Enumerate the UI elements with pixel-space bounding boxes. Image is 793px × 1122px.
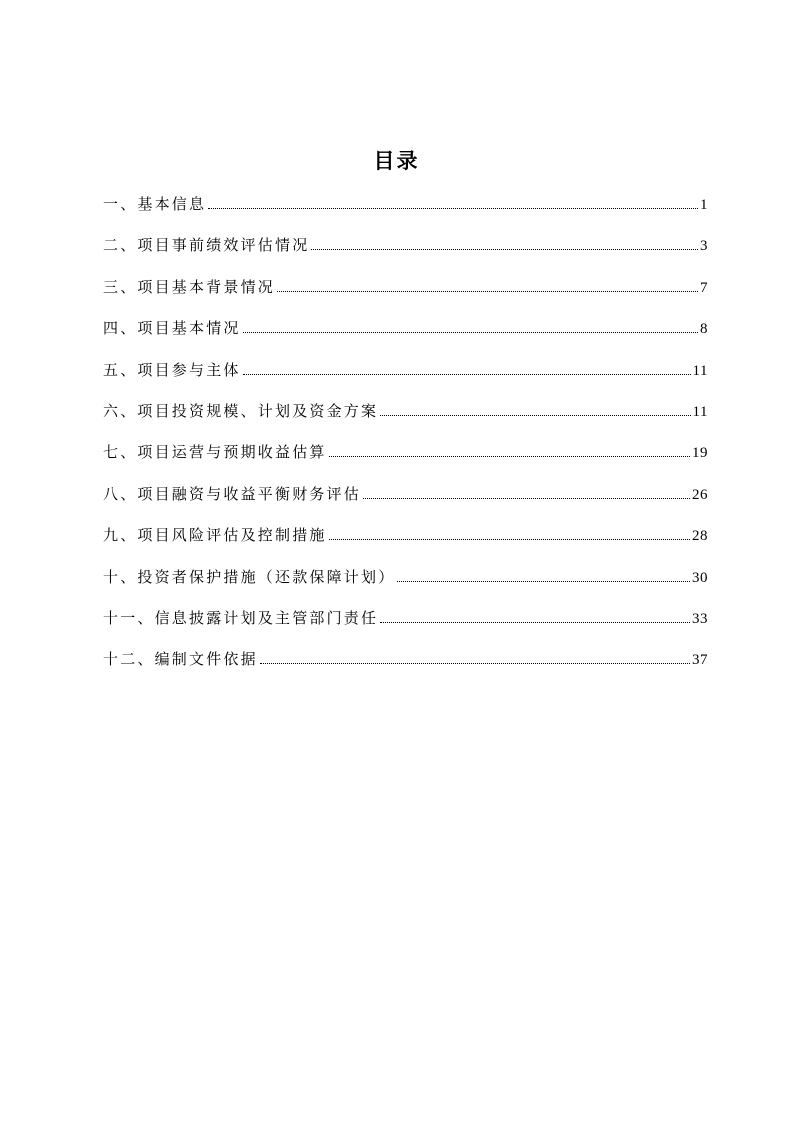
toc-entry-text: 五、项目参与主体: [103, 360, 241, 379]
toc-page-number: 7: [700, 279, 708, 296]
toc-entry[interactable]: [103, 645, 708, 686]
toc-page-number: 11: [692, 403, 708, 420]
toc-entry[interactable]: [103, 604, 708, 645]
toc-dot-leader: [277, 290, 698, 292]
toc-dot-leader: [363, 497, 690, 499]
toc-entry-text: 十、投资者保护措施（还款保障计划）: [103, 567, 396, 586]
toc-entry-text: 三、项目基本背景情况: [103, 277, 276, 296]
toc-dot-leader: [329, 538, 690, 540]
toc-page-number: 11: [692, 362, 708, 379]
toc-page-number: 8: [700, 321, 708, 338]
toc-entry[interactable]: [103, 273, 708, 314]
toc-entry-text: 十二、编制文件依据: [103, 650, 258, 669]
toc-entry-text: 七、项目运营与预期收益估算: [103, 443, 327, 462]
toc-entry-text: 六、项目投资规模、计划及资金方案: [103, 401, 379, 420]
toc-dot-leader: [397, 580, 690, 582]
toc-dot-leader: [260, 662, 690, 664]
toc-entry-text: 二、项目事前绩效评估情况: [103, 236, 310, 255]
toc-page-number: 19: [692, 445, 708, 462]
toc-page-number: 37: [692, 652, 708, 669]
toc-page-number: 26: [692, 486, 708, 503]
toc-dot-leader: [243, 331, 698, 333]
toc-entry[interactable]: [103, 480, 708, 521]
toc-entry-text: 八、项目融资与收益平衡财务评估: [103, 484, 362, 503]
toc-dot-leader: [243, 373, 691, 375]
toc-title: 目录: [373, 148, 420, 173]
toc-entry[interactable]: [103, 563, 708, 604]
toc-page-number: 3: [700, 238, 708, 255]
toc-entry[interactable]: [103, 231, 708, 272]
toc-dot-leader: [311, 248, 698, 250]
toc-page-number: 30: [692, 569, 708, 586]
toc-dot-leader: [208, 207, 698, 209]
toc-entry[interactable]: [103, 190, 708, 231]
toc-entry[interactable]: [103, 397, 708, 438]
toc-dot-leader: [329, 455, 690, 457]
toc-entry-text: 九、项目风险评估及控制措施: [103, 526, 327, 545]
toc-entry[interactable]: [103, 438, 708, 479]
toc-page-number: 1: [700, 197, 708, 213]
toc-entry[interactable]: [103, 314, 708, 355]
toc-dot-leader: [380, 621, 690, 623]
toc-entry-text: 十一、信息披露计划及主管部门责任: [103, 608, 379, 627]
toc-entry[interactable]: [103, 521, 708, 562]
toc-entry-text: 一、基本信息: [103, 195, 207, 213]
toc-dot-leader: [380, 414, 690, 416]
toc-list: [103, 190, 708, 687]
toc-page-number: 28: [692, 528, 708, 545]
toc-page-number: 33: [692, 610, 708, 627]
toc-entry-text: 四、项目基本情况: [103, 319, 241, 338]
toc-entry[interactable]: [103, 356, 708, 397]
